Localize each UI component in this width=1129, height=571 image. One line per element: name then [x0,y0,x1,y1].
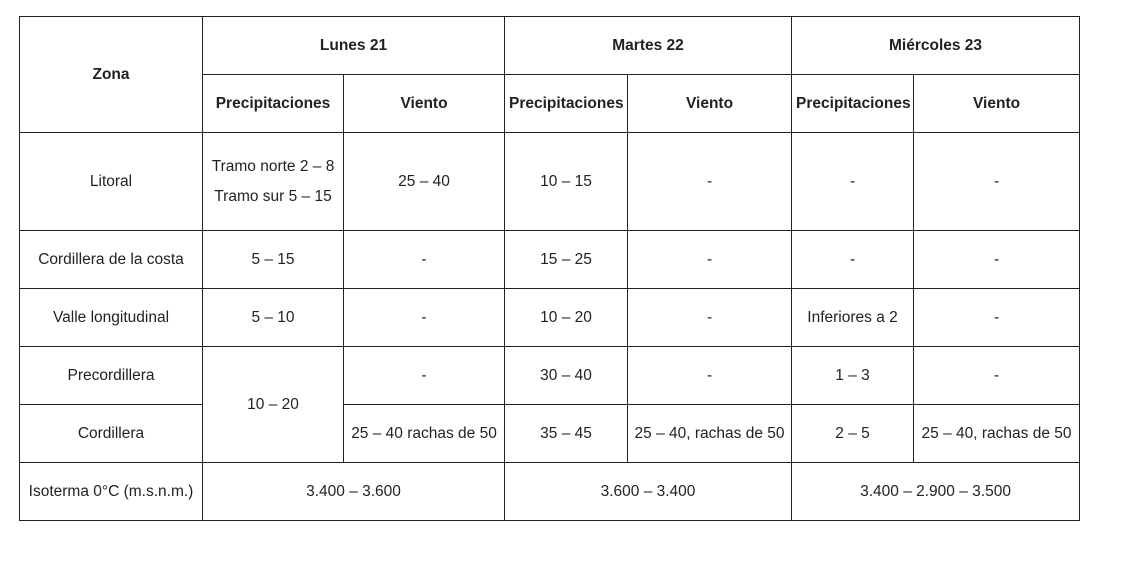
table-row-isoterma [20,463,1080,521]
header-row-days [20,17,1080,75]
viento-cell: 25 – 40 rachas de 50 [344,405,505,463]
precip-cell [203,133,344,231]
precip-cell: Inferiores a 2 [792,289,914,347]
table-row-precordillera [20,347,1080,405]
isoterma-martes-cell: 3.600 – 3.400 [505,463,792,521]
header-day-miercoles: Miércoles 23 [792,17,1080,75]
viento-cell: - [628,347,792,405]
precip-cell: 10 – 15 [505,133,628,231]
precip-cell-merged: 10 – 20 [203,347,344,463]
precip-cell: 10 – 20 [505,289,628,347]
precip-cell: 15 – 25 [505,231,628,289]
header-viento-lunes: Viento [344,75,505,133]
zona-cell: Litoral [20,133,203,231]
header-viento-martes: Viento [628,75,792,133]
viento-cell: - [344,289,505,347]
precip-cell: 5 – 10 [203,289,344,347]
forecast-table [19,16,1080,521]
zona-cell: Isoterma 0°C (m.s.n.m.) [20,463,203,521]
viento-cell: 25 – 40, rachas de 50 [914,405,1080,463]
table-row-valle [20,289,1080,347]
header-day-martes: Martes 22 [505,17,792,75]
header-precip-martes: Precipitaciones [505,75,628,133]
precip-cell: 1 – 3 [792,347,914,405]
viento-cell: - [628,289,792,347]
header-precip-lunes: Precipitaciones [203,75,344,133]
viento-cell: - [914,231,1080,289]
precip-cell: 30 – 40 [505,347,628,405]
viento-cell: - [344,347,505,405]
precip-cell: 2 – 5 [792,405,914,463]
precip-cell: 5 – 15 [203,231,344,289]
isoterma-lunes-cell: 3.400 – 3.600 [203,463,505,521]
header-precip-miercoles: Precipitaciones [792,75,914,133]
isoterma-miercoles-cell: 3.400 – 2.900 – 3.500 [792,463,1080,521]
table-row-cordillera [20,405,1080,463]
viento-cell: 25 – 40, rachas de 50 [628,405,792,463]
precip-line-norte: Tramo norte 2 – 8 [211,157,335,175]
viento-cell: - [628,133,792,231]
table-row-litoral [20,133,1080,231]
precip-cell: 35 – 45 [505,405,628,463]
precip-cell: - [792,231,914,289]
viento-cell: - [914,347,1080,405]
zona-cell: Cordillera [20,405,203,463]
precip-line-sur: Tramo sur 5 – 15 [214,187,332,205]
header-day-lunes: Lunes 21 [203,17,505,75]
header-zona: Zona [20,17,203,133]
zona-cell: Valle longitudinal [20,289,203,347]
viento-cell: - [628,231,792,289]
viento-cell: - [914,133,1080,231]
precip-cell: - [792,133,914,231]
zona-cell: Cordillera de la costa [20,231,203,289]
viento-cell: 25 – 40 [344,133,505,231]
viento-cell: - [344,231,505,289]
table-row-cordillera-costa [20,231,1080,289]
header-viento-miercoles: Viento [914,75,1080,133]
zona-cell: Precordillera [20,347,203,405]
viento-cell: - [914,289,1080,347]
